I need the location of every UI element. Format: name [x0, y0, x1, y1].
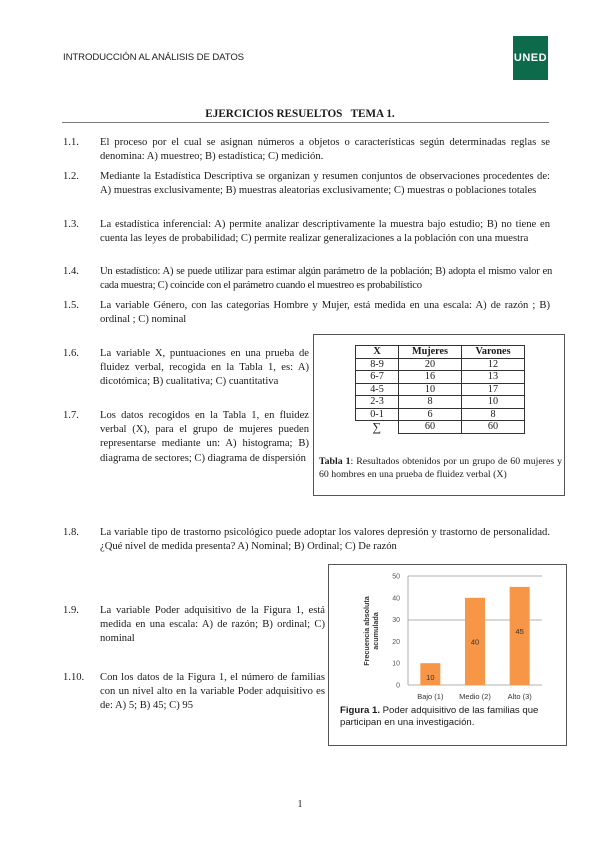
- caption-text: Poder adquisitivo de las familias que participan en una investigación.: [340, 705, 539, 728]
- cell-x: 6-7: [356, 371, 399, 384]
- y-tick: 50: [392, 573, 400, 581]
- cell-varones: 8: [462, 408, 525, 421]
- question-text: Con los datos de la Figura 1, el número de familias con un nivel alto en la variable Poder adquisitivo es de: A) 5; B) 45; C) 95: [100, 672, 325, 712]
- bar-data-label: 40: [470, 637, 480, 647]
- y-tick: 20: [392, 638, 400, 646]
- cell-varones: 12: [462, 358, 525, 371]
- y-tick-labels: [392, 574, 400, 690]
- question-text: Los datos recogidos en la Tabla 1, en fluidez verbal (X), para el grupo de mujeres pueden representarse mediante un: A) histograma; B) diagrama de sectores; C) diagrama de dispersión: [100, 410, 309, 464]
- question-text: La variable Género, con las categorías Hombre y Mujer, está medida en una escala: A) de razón ; B) ordinal ; C) nominal: [100, 300, 550, 326]
- cell-mujeres: 10: [399, 383, 462, 396]
- cell-varones: 13: [462, 371, 525, 384]
- table-row: [356, 371, 525, 384]
- question-number: 1.5.: [63, 300, 79, 311]
- table-header-row: [356, 346, 525, 359]
- y-tick: 0: [396, 682, 400, 690]
- title-divider: [62, 122, 549, 123]
- total-mujeres: 60: [399, 421, 462, 434]
- y-axis-label: Frecuencia absolutaacumulada: [362, 596, 380, 666]
- table-1-caption: [319, 455, 562, 481]
- question-text: La variable Poder adquisitivo de la Figura 1, está medida en una escala: A) de razón; B) ordinal; C) nominal: [100, 605, 325, 645]
- cell-x: 0-1: [356, 408, 399, 421]
- bar-data-label: 10: [426, 673, 435, 682]
- table-1-box: [313, 334, 565, 496]
- table-total-row: [356, 421, 525, 434]
- figure-1-caption: [340, 705, 562, 729]
- cell-mujeres: 6: [399, 408, 462, 421]
- y-tick: 30: [392, 617, 400, 625]
- y-tick: 40: [392, 595, 400, 603]
- question-text: La estadística inferencial: A) permite analizar descriptivamente la muestra bajo estudio; B) no tiene en cuenta las leyes de probabilidad; C) permite realizar generalizaciones a la población con una muestra: [100, 219, 550, 245]
- total-varones: 60: [462, 421, 525, 434]
- uned-logo: [513, 36, 548, 80]
- cell-x: 8-9: [356, 358, 399, 371]
- question-text: Mediante la Estadística Descriptiva se organizan y resumen conjuntos de observaciones procedentes de: A) muestras exclusivamente; B) muestras aleatorias exclusivamente; C) muestras o poblaciones totales: [100, 171, 550, 197]
- figure-1-box: [328, 564, 567, 746]
- y-tick: 10: [392, 660, 400, 668]
- cell-x: 4-5: [356, 383, 399, 396]
- question-text: La variable X, puntuaciones en una prueba de fluidez verbal, recogida en la Tabla 1, es: A) dicotómica; B) cualitativa; C) cuantitativa: [100, 348, 309, 388]
- cell-mujeres: 20: [399, 358, 462, 371]
- question-number: 1.1.: [63, 137, 79, 148]
- bar-data-label: 45: [515, 626, 524, 636]
- cell-mujeres: 16: [399, 371, 462, 384]
- header-x: X: [356, 346, 399, 359]
- question-number: 1.6.: [63, 348, 79, 359]
- logo-text: UNED: [513, 52, 548, 64]
- cell-mujeres: 8: [399, 396, 462, 409]
- caption-text: : Resultados obtenidos por un grupo de 60 mujeres y 60 hombres en una prueba de fluidez verbal (X): [319, 456, 563, 480]
- cell-x: 2-3: [356, 396, 399, 409]
- cell-varones: 10: [462, 396, 525, 409]
- header-varones: Varones: [462, 346, 525, 359]
- page-number: 1: [297, 799, 303, 810]
- question-number: 1.2.: [63, 171, 79, 182]
- caption-label: Tabla 1: [319, 456, 351, 467]
- question-number: 1.10.: [63, 672, 85, 683]
- x-tick-labels: [417, 692, 532, 701]
- question-number: 1.3.: [63, 219, 79, 230]
- x-tick: Alto (3): [507, 692, 532, 701]
- question-text: El proceso por el cual se asignan números a objetos o características según determinadas reglas se denomina: A) muestreo; B) estadística; C) medición.: [100, 137, 550, 163]
- x-tick: Bajo (1): [417, 692, 444, 701]
- question-number: 1.8.: [63, 527, 79, 538]
- header-mujeres: Mujeres: [399, 346, 462, 359]
- table-row: [356, 358, 525, 371]
- table-row: [356, 396, 525, 409]
- table-row: [356, 408, 525, 421]
- caption-label: Figura 1.: [340, 705, 380, 716]
- cell-varones: 17: [462, 383, 525, 396]
- frequency-table: [355, 345, 525, 434]
- question-number: 1.9.: [63, 605, 79, 616]
- question-text: Un estadístico: A) se puede utilizar para estimar algún parámetro de la población; B) adopta el mismo valor en cada muestra; C) coincide con el parámetro cuando el muestreo es probabilístico: [100, 266, 552, 292]
- course-header: INTRODUCCIÓN AL ANÁLISIS DE DATOS: [63, 52, 244, 63]
- question-number: 1.4.: [63, 266, 79, 277]
- sigma-symbol: ∑: [356, 421, 399, 434]
- table-row: [356, 383, 525, 396]
- x-tick: Medio (2): [459, 692, 491, 701]
- bars: [420, 587, 529, 685]
- bar-chart: [329, 565, 566, 705]
- question-text: La variable tipo de trastorno psicológico puede adoptar los valores depresión y trastorno de personalidad. ¿Qué nivel de medida presenta? A) Nominal; B) Ordinal; C) De razón: [100, 527, 550, 553]
- page-title: EJERCICIOS RESUELTOS TEMA 1.: [205, 108, 395, 120]
- question-number: 1.7.: [63, 410, 79, 421]
